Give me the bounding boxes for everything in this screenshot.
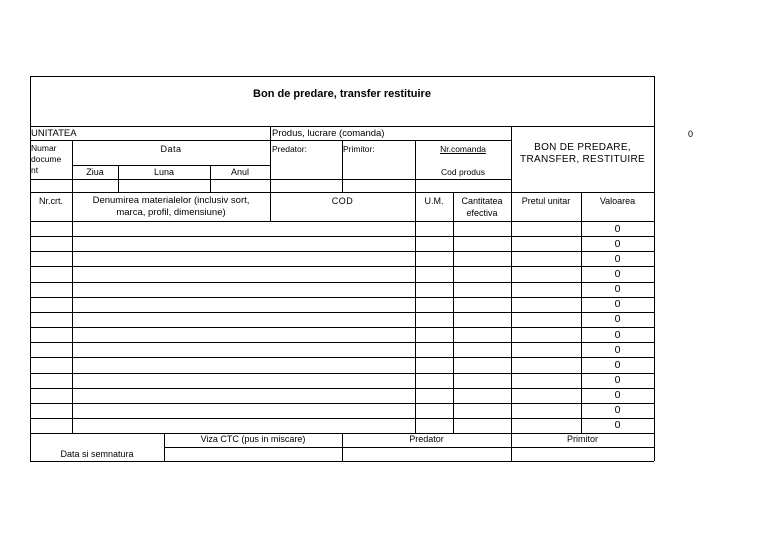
grid-line-h [30, 357, 654, 358]
valoarea-cell: 0 [614, 389, 621, 401]
valoarea-cell: 0 [614, 419, 621, 431]
grid-line-h [511, 192, 654, 193]
valoarea-cell: 0 [614, 223, 621, 235]
valoarea-cell: 0 [614, 404, 621, 416]
cod-produs-label: Cod produs [441, 167, 485, 177]
valoarea-cell: 0 [614, 268, 621, 280]
predator-label: Predator: [272, 144, 307, 154]
numar-document-line2: docume [31, 154, 62, 164]
grid-line-h [30, 126, 654, 127]
valoarea-cell: 0 [614, 374, 621, 386]
numar-document-line1: Numar [31, 143, 57, 153]
grid-line-h [30, 373, 654, 374]
col-pret-unitar: Pretul unitar [521, 196, 571, 206]
grid-line-h [30, 297, 654, 298]
luna-label: Luna [153, 167, 175, 177]
valoarea-cell: 0 [614, 329, 621, 341]
col-cantitatea-line1: Cantitatea [461, 196, 503, 206]
col-denumirea-line1: Denumirea materialelor (inclusiv sort, [92, 195, 250, 206]
footer-primitor: Primitor [567, 434, 598, 444]
valoarea-cell: 0 [614, 359, 621, 371]
side-value: 0 [688, 129, 694, 139]
grid-line-h [164, 447, 654, 448]
grid-line-h [30, 266, 654, 267]
nr-comanda-label: Nr.comanda [440, 144, 486, 154]
grid-line-v [511, 126, 512, 461]
grid-line-h [30, 236, 654, 237]
valoarea-cell: 0 [614, 253, 621, 265]
grid-line-v [270, 126, 271, 221]
grid-line-h [30, 192, 511, 193]
anul-label: Anul [230, 167, 249, 177]
col-cod: COD [331, 196, 354, 206]
form-title: Bon de predare, transfer restituire [253, 88, 431, 100]
primitor-label: Primitor: [343, 144, 375, 154]
grid-line-h [72, 165, 270, 166]
grid-line-h [30, 342, 654, 343]
col-valoarea: Valoarea [599, 196, 636, 206]
footer-predator: Predator [409, 434, 444, 444]
grid-line-h [30, 327, 654, 328]
valoarea-cell: 0 [614, 298, 621, 310]
grid-line-h [30, 388, 654, 389]
grid-line-h [30, 179, 511, 180]
unitatea-label: UNITATEA [31, 128, 77, 139]
data-label: Data [160, 144, 182, 154]
footer-viza: Viza CTC (pus in miscare) [200, 434, 306, 444]
grid-line-h [30, 403, 654, 404]
valoarea-cell: 0 [614, 238, 621, 250]
ziua-label: Ziua [86, 167, 104, 177]
grid-line-h [30, 461, 654, 462]
bon-heading-line2: TRANSFER, RESTITUIRE [520, 154, 645, 165]
col-cantitatea-line2: efectiva [466, 208, 498, 218]
valoarea-cell: 0 [614, 344, 621, 356]
col-denumirea-line2: marca, profil, dimensiune) [116, 207, 226, 218]
grid-line-h [30, 76, 654, 77]
grid-line-h [30, 418, 654, 419]
col-um: U.M. [424, 196, 444, 206]
grid-line-h [30, 221, 654, 222]
grid-line-h [30, 282, 654, 283]
bon-heading-line1: BON DE PREDARE, [534, 142, 631, 153]
grid-line-h [30, 312, 654, 313]
grid-line-v [342, 140, 343, 192]
produs-label: Produs, lucrare (comanda) [272, 128, 385, 139]
numar-document-line3: nt [31, 165, 39, 175]
valoarea-cell: 0 [614, 283, 621, 295]
grid-line-v [415, 140, 416, 433]
col-nr-crt: Nr.crt. [39, 196, 63, 206]
grid-line-v [654, 76, 655, 461]
grid-line-v [72, 140, 73, 433]
valoarea-cell: 0 [614, 313, 621, 325]
footer-data-semnatura: Data si semnatura [60, 449, 134, 459]
grid-line-h [30, 251, 654, 252]
